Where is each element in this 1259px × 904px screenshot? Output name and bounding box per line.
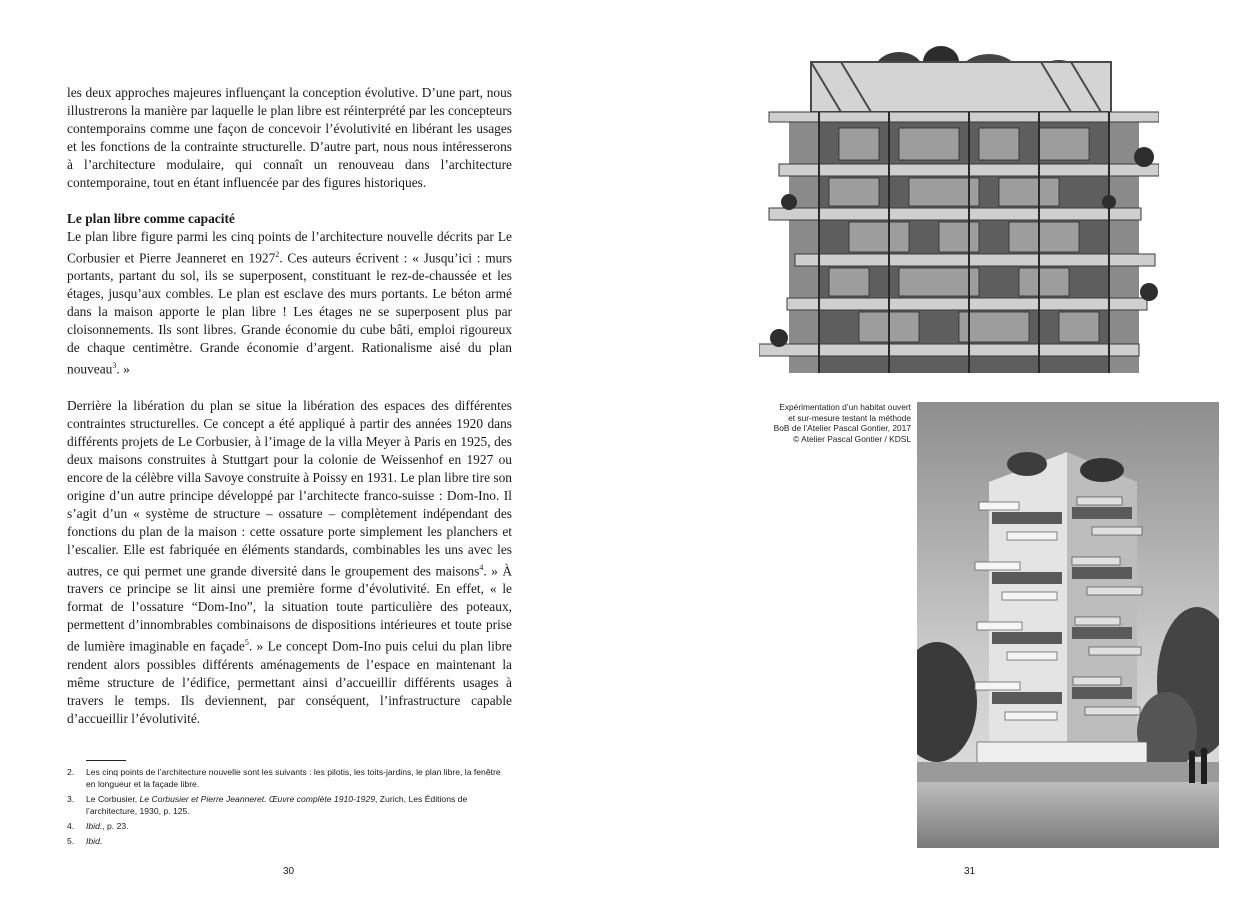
footnote-number: 2. [67, 767, 75, 777]
footnote-text-part: , p. 23. [102, 821, 129, 831]
figure-caption [759, 402, 911, 444]
footnote-text-part: . [99, 836, 103, 846]
paragraph-plan-libre-part-2: . Ces auteurs écrivent : « Jusqu’ici : murs portants, partant du sol, ils se superposent, constituant le rez-de-chaussée et les étages, jusqu’aux combles. Le plan est esclave des murs portants. Le béton armé dans la maison apporte le plan libre ! Les étages ne se superposent plus par cloisonnements. Ils sont libres. Grande économie du cube bâti, emploi rigoureux de chaque centimètre. Grande économie d’argent. Rationalisme aisé du plan nouveau [67, 250, 512, 377]
right-page [629, 0, 1259, 904]
footnote-ibid: Ibid [86, 836, 100, 846]
footnote-text [86, 820, 512, 832]
caption-line: Expérimentation d’un habitat ouvert [779, 402, 911, 412]
building-facade-photo [759, 42, 1159, 373]
footnote-text: Les cinq points de l’architecture nouvelle sont les suivants : les pilotis, les toits-jardins, le plan libre, la fenêtre en longueur et la façade libre. [86, 767, 501, 789]
footnote-number: 5. [67, 836, 75, 846]
footnote-text-part: , Zurich, Les Éditions de l’architecture, 1930, p. 125. [86, 794, 468, 816]
paragraph-dom-ino-part-2: . » À travers ce principe se lit ainsi une première forme d’évolutivité. En effet, « le format de l’ossature “Dom-Ino”, la situation toute particulière des poteaux, permettent d’innombrables combinaisons de dispositions intérieures et toute prise de lumière imaginable en façade [67, 563, 512, 654]
section-heading: Le plan libre comme capacité [67, 211, 235, 226]
body-text [67, 84, 512, 728]
caption-line: et sur-mesure testant la méthode [788, 412, 911, 423]
footnote-text-part: Le Corbusier, [86, 794, 140, 804]
paragraph-plan-libre [67, 228, 512, 379]
paragraph-intro: les deux approches majeures influençant la conception évolutive. D’une part, nous illustrerons la manière par laquelle le plan libre est réinterprété par les concepteurs contemporains comme une façon de concevoir l’évolutivité en libérant les usages et les fonctions de la contrainte structurelle. D’autre part, nous nous intéresserons à l’architecture modulaire, qui connaît un renouveau dans l’architecture contemporaine, tout en étant influencée par des figures historiques. [67, 85, 512, 190]
footnotes [67, 766, 512, 850]
paragraph-plan-libre-part-1: Le plan libre figure parmi les cinq points de l’architecture nouvelle décrits par Le Corbusier et Pierre Jeanneret en 1927 [67, 229, 512, 266]
footnote-number: 4. [67, 821, 75, 831]
left-page [0, 0, 629, 904]
caption-line: BoB de l’Atelier Pascal Gontier, 2017 [773, 423, 911, 434]
footnote-number: 3. [67, 794, 75, 804]
footnote-ref-4[interactable]: 4 [479, 562, 484, 572]
footnote-3 [67, 793, 512, 817]
footnote-ibid: Ibid. [86, 821, 103, 831]
page-number-right: 31 [964, 866, 976, 877]
paragraph-dom-ino [67, 397, 512, 728]
footnote-ref-5[interactable]: 5 [244, 638, 249, 648]
footnote-ref-2[interactable]: 2 [275, 250, 280, 259]
tower-rendering-photo [917, 402, 1219, 848]
paragraph-plan-libre-part-3: . » [116, 361, 130, 377]
paragraph-dom-ino-part-1: Derrière la libération du plan se situe la libération des espaces des différentes contraintes structurelles. Ce concept a été appliqué à partir des années 1920 dans différents projets de Le Corbusier, à l’image de la villa Meyer à Paris en 1925, des deux maisons construites à Stuttgart pour la colonie de Weissenhof en 1927 ou encore de la célèbre villa Savoye construite à Poissy en 1931. Le plan libre tire son origine d’un autre principe développé par l’architecte franco-suisse : Dom-Ino. Il s’agit d’un « système de structure – ossature – complètement indépendant des fonctions du plan de la maison : cette ossature porte simplement les planchers et l’escalier. Elle est fabriquée en éléments standards, combinables les uns avec les autres, ce qui permet une grande diversité dans le groupement des maisons [67, 397, 512, 579]
paragraph-dom-ino-part-3: . » Le concept Dom-Ino puis celui du plan libre rendent alors possibles différents aménagements de l’espace en maintenant la même structure de l’édifice, permettant ainsi d’accueillir différents usages à travers le temps. Ils deviennent, par conséquent, l’infrastructure capable d’accueillir l’évolutivité. [67, 638, 512, 726]
footnote-4 [67, 820, 512, 832]
footnote-title: Le Corbusier et Pierre Jeanneret. Œuvre complète 1910-1929 [139, 794, 376, 804]
page-number-left: 30 [283, 866, 295, 877]
footnote-5 [67, 835, 512, 847]
footnote-text [86, 793, 512, 817]
footnote-ref-3[interactable]: 3 [112, 361, 117, 371]
footnote-2 [67, 766, 512, 790]
caption-line: © Atelier Pascal Gontier / KDSL [793, 433, 911, 444]
footnote-text [86, 835, 512, 847]
footnote-separator [86, 760, 126, 761]
